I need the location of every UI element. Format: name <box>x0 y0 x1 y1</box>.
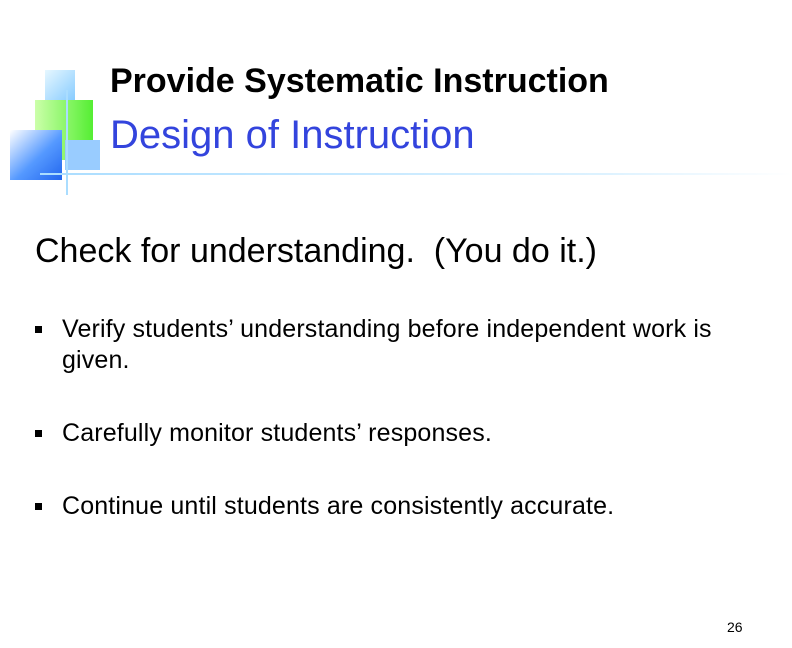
bullet-item <box>35 418 755 449</box>
decor-vertical-line <box>66 90 68 195</box>
slide-title: Provide Systematic Instruction <box>110 62 609 100</box>
decor-light-square <box>65 140 100 170</box>
bullet-text: Verify students’ understanding before independent work is given. <box>62 315 712 374</box>
bullet-text: Carefully monitor students’ responses. <box>62 419 492 447</box>
bullet-square-icon <box>35 430 42 437</box>
bullet-square-icon <box>35 503 42 510</box>
bullet-item <box>35 314 755 376</box>
slide-subtitle: Design of Instruction <box>110 113 475 157</box>
page-number: 26 <box>727 619 743 635</box>
decor-blue-square <box>10 130 62 180</box>
bullet-list <box>35 314 755 522</box>
bullet-item <box>35 491 755 522</box>
decor-horizontal-line <box>40 173 792 175</box>
decor-cyan-square <box>45 70 75 100</box>
bullet-text: Continue until students are consistently accurate. <box>62 492 615 520</box>
bullet-square-icon <box>35 326 42 333</box>
section-heading: Check for understanding. (You do it.) <box>35 232 597 270</box>
